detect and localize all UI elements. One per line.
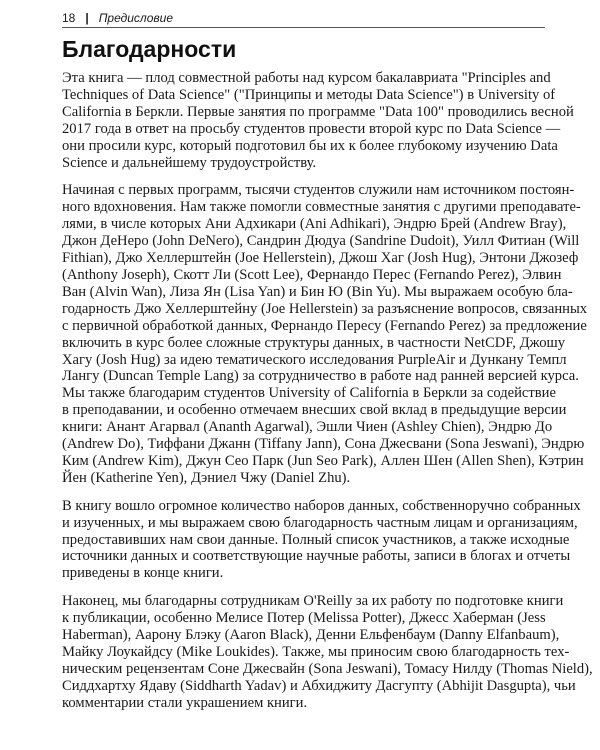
text-line: они просили курс, который подготовил бы их к более глубокому изучению Data [62, 137, 558, 154]
paragraph [62, 182, 588, 486]
text-line: Майку Лоукайдсу (Mike Loukides). Также, мы приносим свою благодарность тех- [62, 644, 570, 660]
text-line: Эта книга — плод совместной работы над курсом бакалавриата "Principles and [62, 70, 551, 86]
text-line: Ван (Alvin Wan), Лиза Ян (Lisa Yan) и Бин Ю (Bin Yu). Мы выражаем особую бла- [62, 283, 573, 300]
paragraph [62, 593, 593, 711]
text-line: комментарии стали украшением книги. [62, 694, 308, 711]
text-line: Джон ДеНеро (John DeNero), Сандрин Дюдуа (Sandrine Dudoit), Уилл Фитиан (Will [62, 233, 580, 250]
text-line: Мы также благодарим студентов University of California в Беркли за содействие [62, 385, 556, 402]
text-line: с первичной обработкой данных, Фернандо Пересу (Fernando Perez) за предложение [62, 317, 587, 334]
text-line: Techniques of Data Science" ("Принципы и методы Data Science") в University of [62, 86, 556, 103]
text-line: В книгу вошло огромное количество наборов данных, собственноручно собранных [62, 497, 581, 514]
text-line: Хагу (Josh Hug) за идею тематического исследования PurpleAir и Дункану Темпл [62, 351, 567, 368]
text-line: Fithian), Джо Хеллерштейн (Joe Hellerstein), Джош Хаг (Josh Hug), Энтони Джозеф [62, 250, 579, 267]
text-line: источники данных и соответствующие научные работы, записи в блогах и отчеты [62, 548, 571, 565]
page-title: Благодарности [62, 36, 237, 62]
paragraph [62, 497, 581, 583]
text-line: приведены в конце книги. [62, 565, 224, 582]
text-line: и изученных, и мы выражаем свою благодарность частным лицам и организациям, [62, 514, 578, 531]
text-line: (Anthony Joseph), Скотт Ли (Scott Lee), Фернандо Перес (Fernando Perez), Элвин [62, 266, 562, 283]
text-line: Йен (Katherine Yen), Дэниел Чжу (Daniel Zhu). [62, 469, 351, 486]
text-line: 2017 года в ответ на просьбу студентов провести второй курс по Data Science — [62, 120, 561, 137]
section-name: Предисловие [98, 11, 173, 25]
running-header [62, 10, 545, 28]
text-line: ническим рецензентам Соне Джесвайн (Sona Jeswani), Томасу Нилду (Thomas Nield), [62, 660, 593, 677]
text-line: Haberman), Аарону Блэку (Aaron Black), Денни Ельфенбаум (Danny Elfanbaum), [62, 627, 560, 644]
text-line: California в Беркли. Первые занятия по программе "Data 100" проводились весной [62, 103, 574, 120]
text-line: Ким (Andrew Kim), Джун Сео Парк (Jun Seo Park), Аллен Шен (Allen Shen), Кэтрин [62, 452, 584, 469]
text-line: лями, в числе которых Ани Адхикари (Ani Adhikari), Эндрю Брей (Andrew Bray), [62, 216, 567, 233]
body-text [62, 70, 593, 723]
text-line: Science и дальнейшему трудоустройству. [62, 154, 317, 171]
text-line: к публикации, особенно Мелисе Потер (Melissa Potter), Джесс Хаберман (Jess [62, 610, 546, 627]
page-number: 18 [62, 11, 76, 25]
header-separator: | [85, 11, 89, 25]
text-line: предоставивших нам свои данные. Полный список участников, а также исходные [62, 531, 570, 548]
text-line: Лангу (Duncan Temple Lang) за сотрудничество в работе над ранней версией курса. [62, 368, 579, 385]
text-line: ного вдохновения. Нам также помогли совместные занятия с другими преподавате- [62, 199, 581, 216]
text-line: годарность Джо Хеллерштейну (Joe Hellerstein) за разъяснение вопросов, связанных [62, 300, 588, 317]
text-line: Начиная с первых программ, тысячи студентов служили нам источником постоян- [62, 182, 575, 199]
text-line: (Andrew Do), Тиффани Джанн (Tiffany Jann), Сона Джесвани (Sona Jeswani), Эндрю [62, 436, 585, 453]
text-line: книги: Анант Агарвал (Ananth Agarwal), Эшли Чиен (Ashley Chien), Эндрю До [62, 419, 553, 436]
paragraph [62, 70, 574, 171]
text-line: Сиддхартху Ядаву (Siddharth Yadav) и Абхиджиту Дасгупту (Abhijit Dasgupta), чьи [62, 677, 576, 694]
text-line: в преподавании, и особенно отмечаем внесших свой вклад в предыдущие версии [62, 402, 567, 419]
text-line: включить в курс более сложные структуры данных, в частности NetCDF, Джошу [62, 334, 566, 351]
text-line: Наконец, мы благодарны сотрудникам O'Reilly за их работу по подготовке книги [62, 593, 564, 610]
